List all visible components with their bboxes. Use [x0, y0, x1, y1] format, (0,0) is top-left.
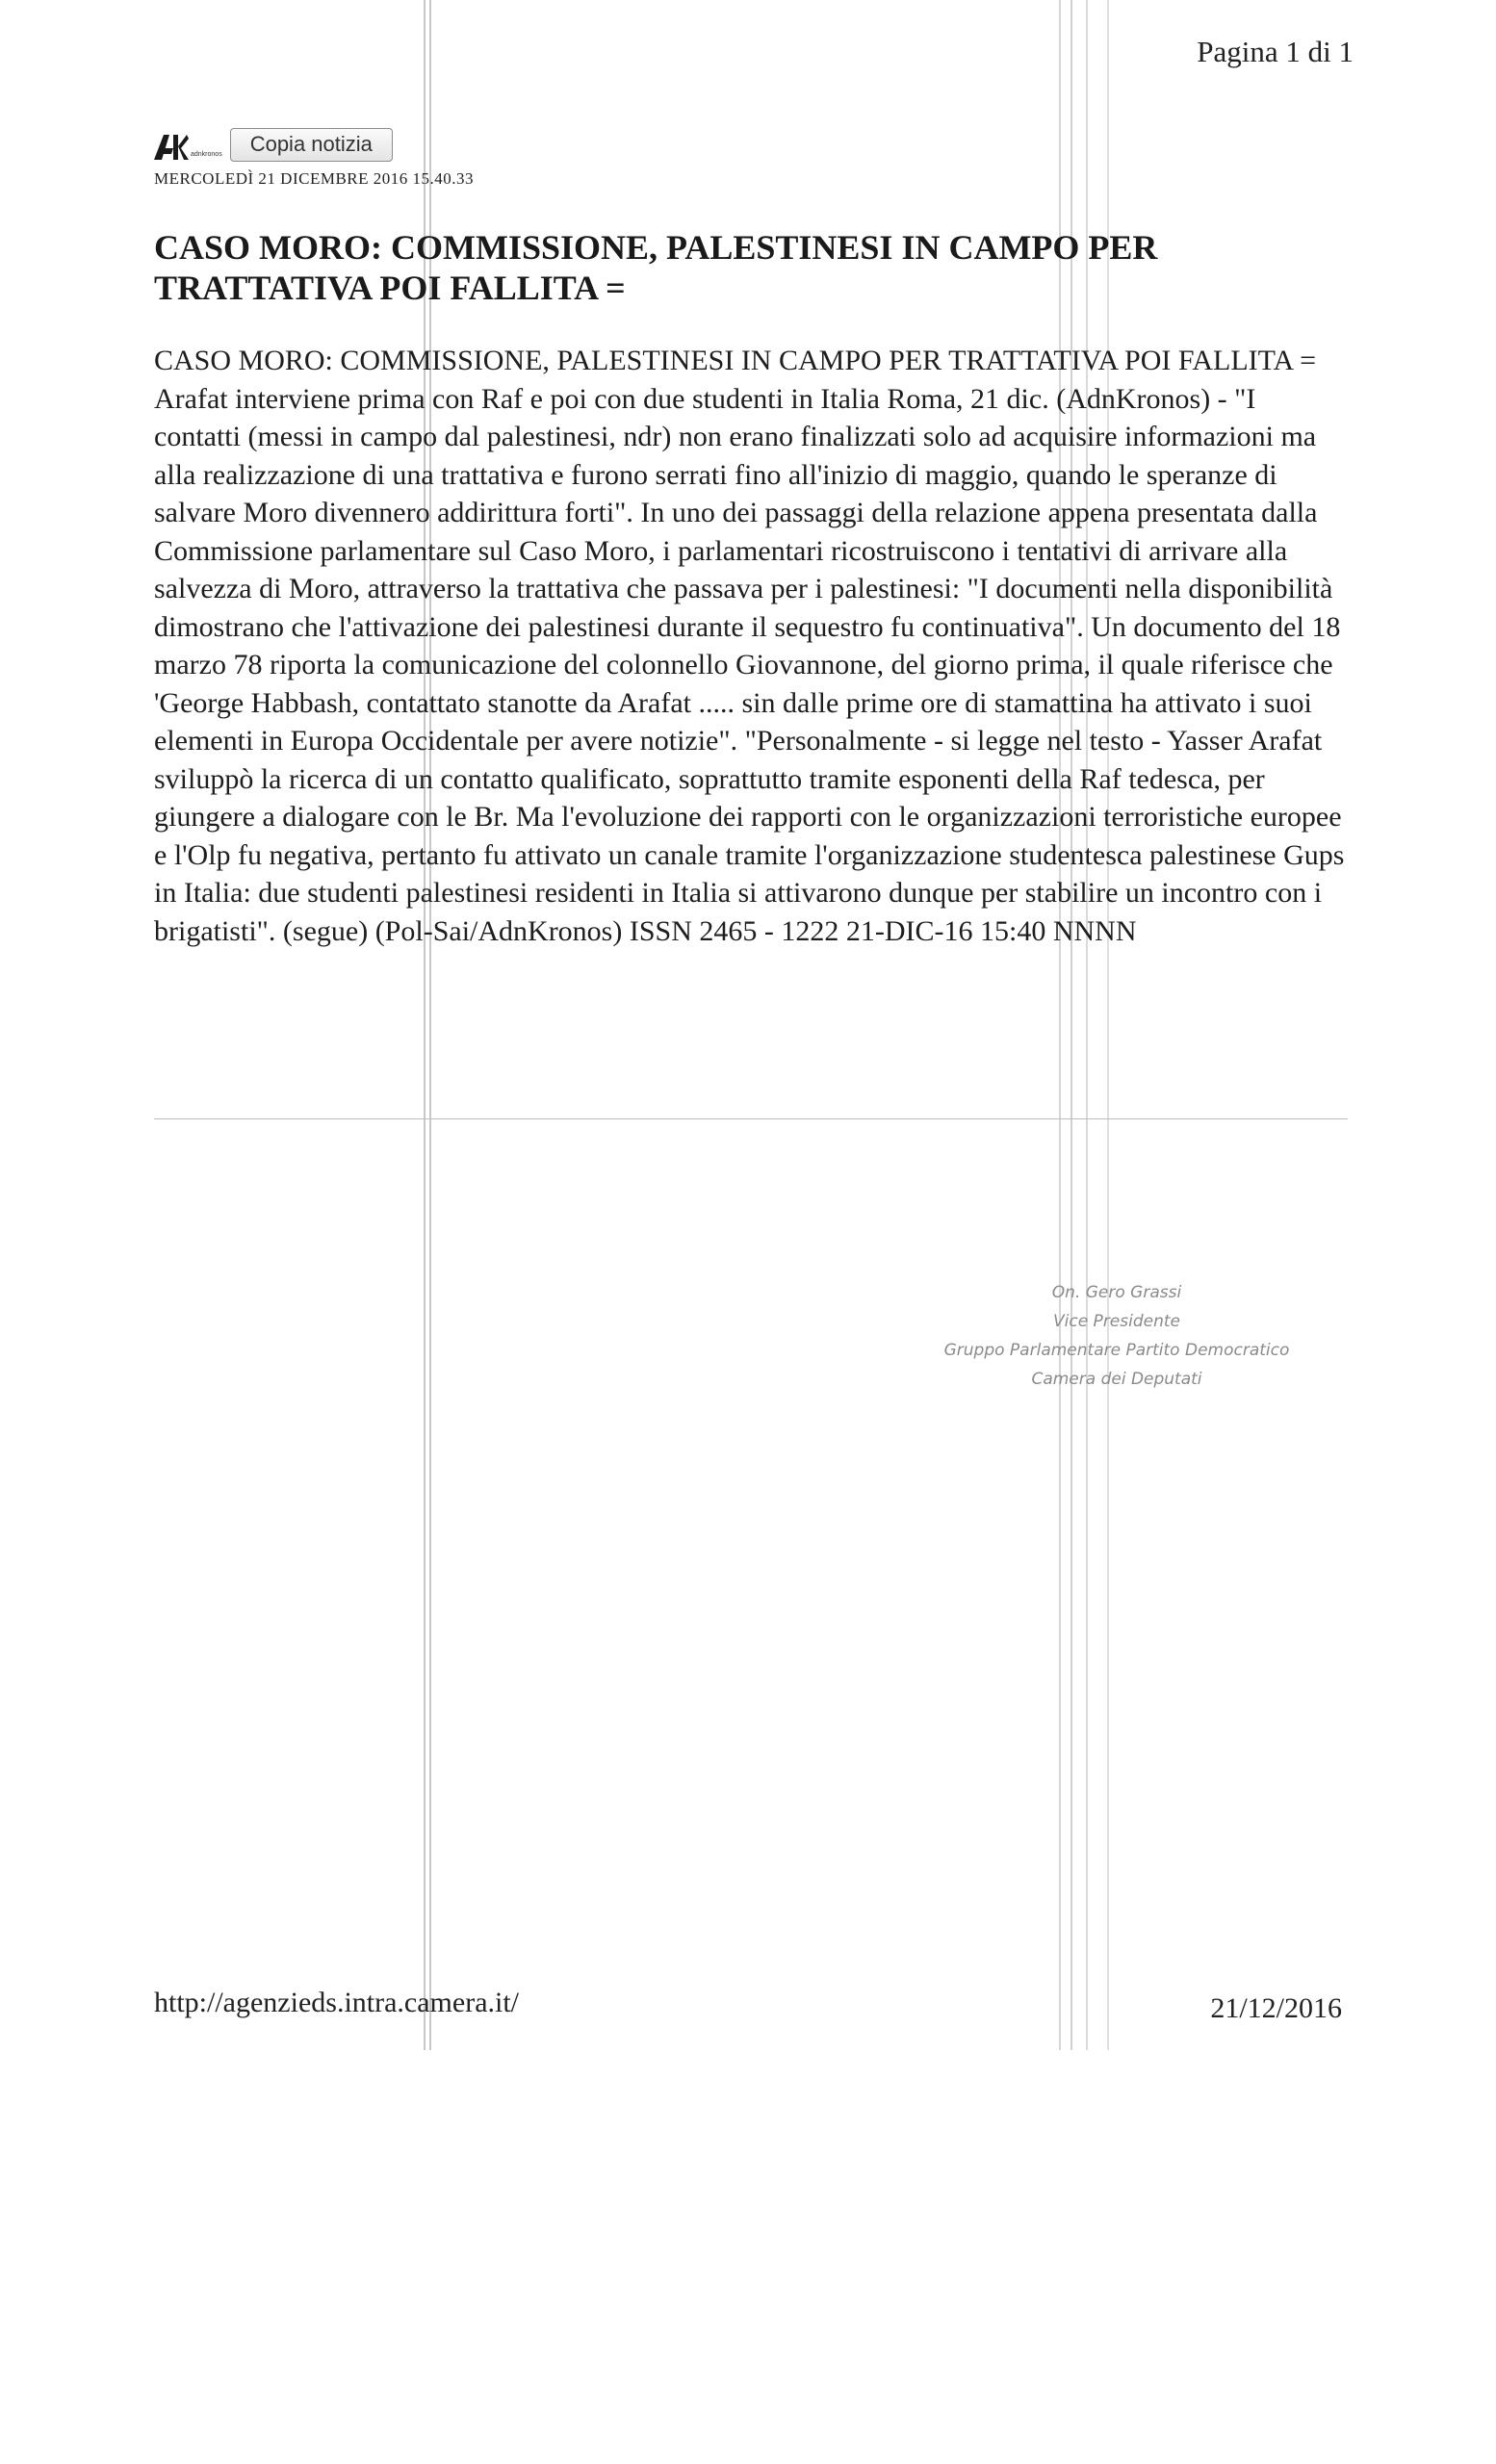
footer-date: 21/12/2016 [1210, 1992, 1342, 2024]
footer-url: http://agenzieds.intra.camera.it/ [154, 1987, 520, 2018]
adnkronos-logo [154, 129, 222, 160]
copy-news-button[interactable]: Copia notizia [230, 128, 393, 162]
signature-chamber: Camera dei Deputati [1031, 1370, 1202, 1389]
signature-stamp [847, 1278, 1386, 1394]
divider [154, 1118, 1348, 1119]
news-header-bar [154, 123, 393, 166]
adnkronos-logo-icon [154, 133, 189, 160]
signature-group: Gruppo Parlamentare Partito Democratico [943, 1341, 1290, 1360]
signature-role: Vice Presidente [1053, 1312, 1180, 1331]
article-body: CASO MORO: COMMISSIONE, PALESTINESI IN CAMPO PER TRATTATIVA POI FALLITA = Arafat interviene prima con Raf e poi con due studenti in Italia Roma, 21 dic. (AdnKronos) - "I contatti (messi in campo dal palestinesi, ndr) non erano finalizzati solo ad acquisire informazioni ma alla realizzazione di una trattativa e furono serrati fino all'inizio di maggio, quando le speranze di salvare Moro divennero addirittura forti". In uno dei passaggi della relazione appena presentata dalla Commissione parlamentare sul Caso Moro, i parlamentari ricostruiscono i tentativi di arrivare alla salvezza di Moro, attraverso la trattativa che passava per i palestinesi: "I documenti nella disponibilità dimostrano che l'attivazione dei palestinesi durante il sequestro fu continuativa". Un documento del 18 marzo 78 riporta la comunicazione del colonnello Giovannone, del giorno prima, il quale riferisce che 'George Habbash, contattato stanotte da Arafat ..... sin dalle prime ore di stamattina ha attivato i suoi elementi in Europa Occidentale per avere notizie". "Personalmente - si legge nel testo - Yasser Arafat sviluppò la ricerca di un contatto qualificato, soprattutto tramite esponenti della Raf tedesca, per giungere a dialogare con le Br. Ma l'evoluzione dei rapporti con le organizzazioni terroristiche europee e l'Olp fu negativa, pertanto fu attivato un canale tramite l'organizzazione studentesca palestinese Gups in Italia: due studenti palestinesi residenti in Italia si attivarono dunque per stabilire un incontro con i brigatisti". (segue) (Pol-Sai/AdnKronos) ISSN 2465 - 1222 21-DIC-16 15:40 NNNN [154, 345, 1345, 947]
logo-wordmark: adnkronos [191, 151, 222, 158]
signature-name: On. Gero Grassi [1051, 1283, 1182, 1302]
article-headline: CASO MORO: COMMISSIONE, PALESTINESI IN CAMPO PER TRATTATIVA POI FALLITA = [154, 228, 1158, 307]
dateline: MERCOLEDÌ 21 DICEMBRE 2016 15.40.33 [154, 169, 474, 188]
page-number: Pagina 1 di 1 [1197, 35, 1354, 68]
